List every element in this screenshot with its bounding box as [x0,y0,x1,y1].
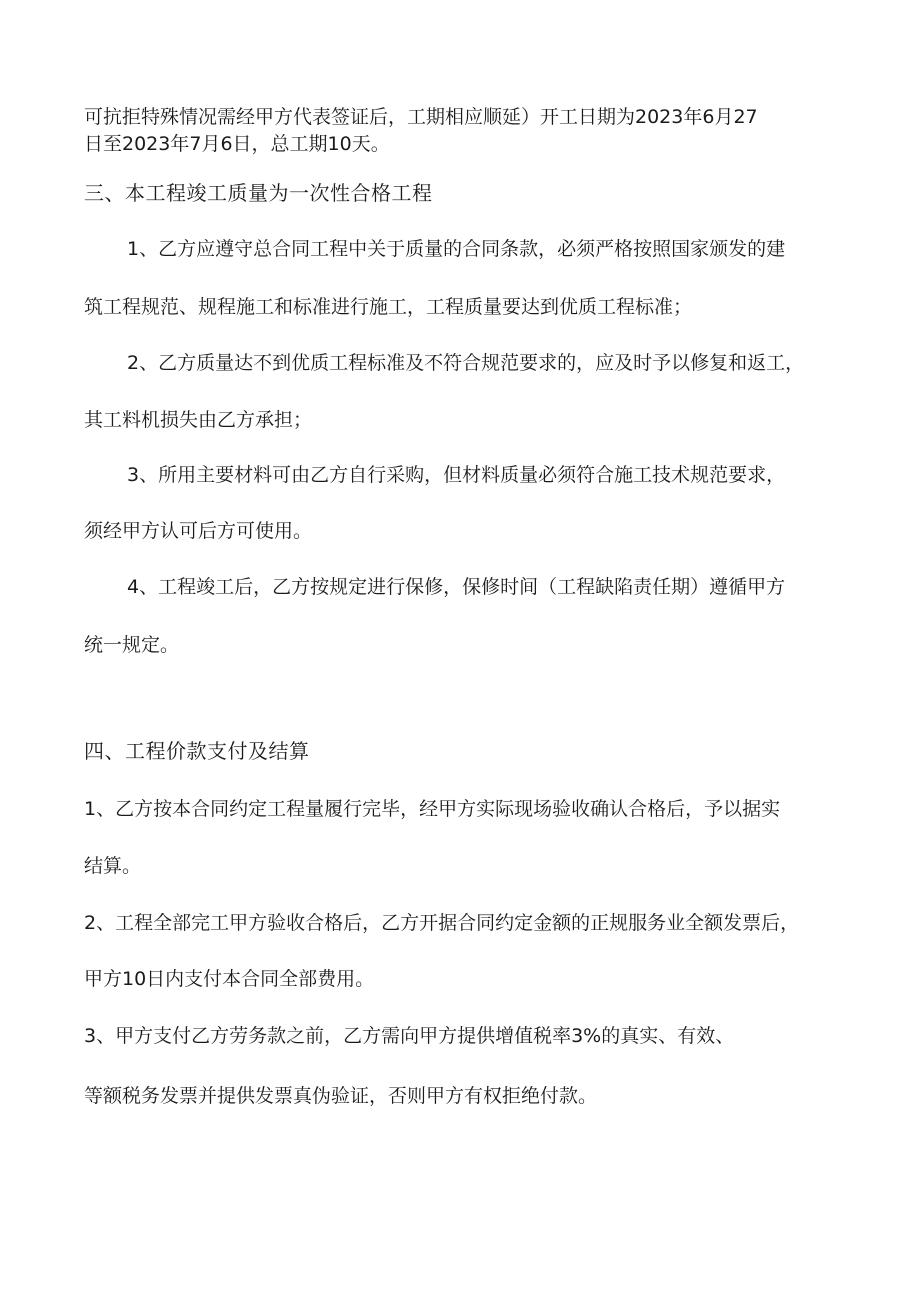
section-3-item-2-line-2: 其工料机损失由乙方承担； [84,409,313,431]
section-4-item-3-line-2: 等额税务发票并提供发票真伪验证，否则甲方有权拒绝付款。 [84,1085,598,1107]
section-3-item-1-line-2: 筑工程规范、规程施工和标准进行施工，工程质量要达到优质工程标准； [84,296,693,318]
section-3-item-1-line-1: 1、乙方应遵守总合同工程中关于质量的合同条款，必须严格按照国家颁发的建 [127,238,786,260]
section-4-item-2-line-2: 甲方10日内支付本合同全部费用。 [84,968,375,990]
intro-line-2: 日至2023年7月6日，总工期10天。 [84,133,390,155]
section-3-item-2-line-1: 2、乙方质量达不到优质工程标准及不符合规范要求的，应及时予以修复和返工， [127,352,805,374]
section-4-item-1-line-2: 结算。 [84,855,142,877]
section-4-heading: 四、工程价款支付及结算 [84,739,310,763]
section-4-item-2-line-1: 2、工程全部完工甲方验收合格后，乙方开据合同约定金额的正规服务业全额发票后， [84,912,800,934]
intro-line-1: 可抗拒特殊情况需经甲方代表签证后，工期相应顺延）开工日期为2023年6月27 [84,106,758,128]
section-3-item-4-line-2: 统一规定。 [84,634,180,656]
section-3-item-3-line-1: 3、所用主要材料可由乙方自行采购，但材料质量必须符合施工技术规范要求， [127,464,786,486]
section-4-item-3-line-1: 3、甲方支付乙方劳务款之前，乙方需向甲方提供增值税率3%的真实、有效、 [84,1025,735,1047]
section-3-heading: 三、本工程竣工质量为一次性合格工程 [84,181,433,205]
section-3-item-3-line-2: 须经甲方认可后方可使用。 [84,520,313,542]
section-3-item-4-line-1: 4、工程竣工后，乙方按规定进行保修，保修时间（工程缺陷责任期）遵循甲方 [127,576,786,598]
section-4-item-1-line-1: 1、乙方按本合同约定工程量履行完毕，经甲方实际现场验收确认合格后，予以据实 [84,798,781,820]
